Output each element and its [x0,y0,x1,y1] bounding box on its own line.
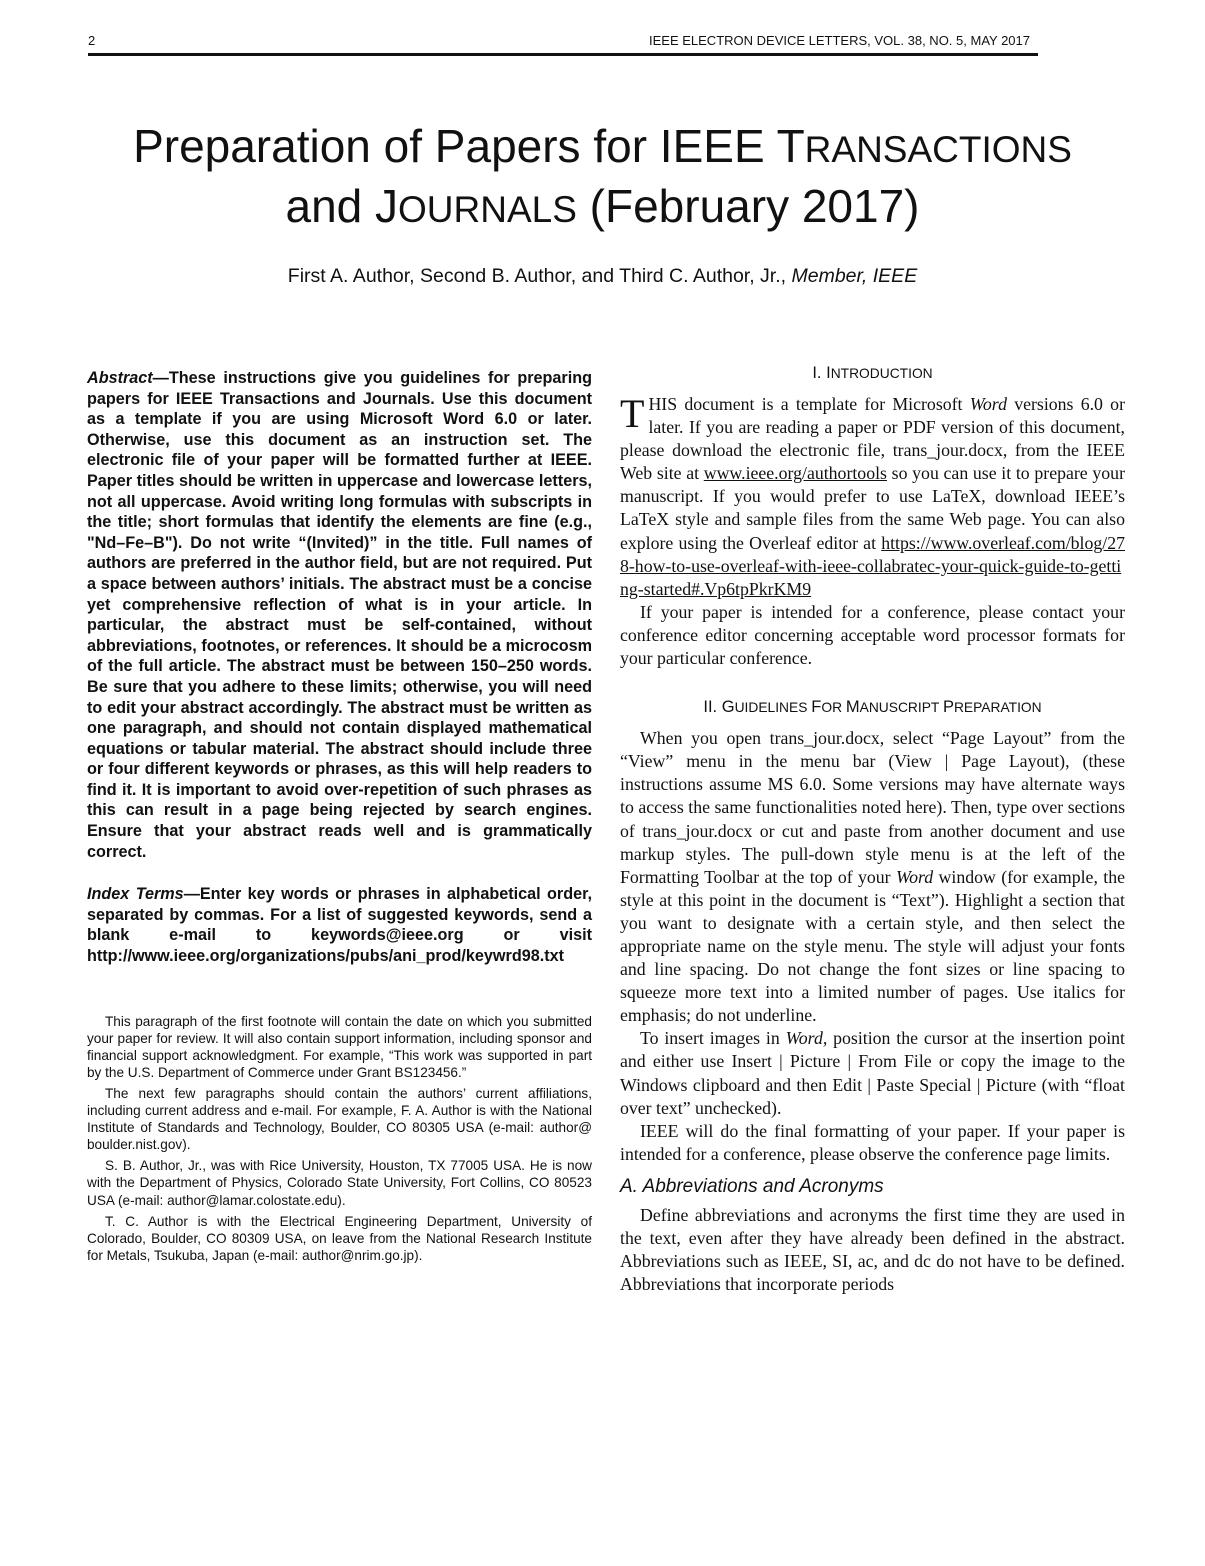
heading-part: NTRODUCTION [830,366,933,381]
text-run: window (for example, the style at this point in the document is “Text”). Highlight a section that you want to designate with a certain style, and then select the appropriate name on the style menu. The style will adjust your fonts and line spacing. Do not change the font sizes or line spacing to squeeze more text into a limited number of pages. Use italics for emphasis; do not underline. [620,866,1125,1026]
author-line [60,265,1145,288]
text-run: Word, [785,1028,828,1049]
footnotes [87,1013,592,1264]
text-run: position the cursor at the insertion point and either use Insert | Picture | From File or copy the image to the Windows clipboard and then Edit | Paste Special | Picture (with “float over text” unchecked). [620,1028,1125,1118]
title-part: Preparation of Papers for IEEE T [133,120,805,172]
heading-part: I. [812,364,827,382]
text-run: To insert images in [640,1028,786,1049]
heading-part: II. [703,698,722,717]
guidelines-paragraph [620,1027,1125,1119]
paper-title [60,118,1145,238]
page-number: 2 [88,33,96,48]
intro-paragraph: If your paper is intended for a conference, please contact your conference editor concerning acceptable word processor formats for your particular conference. [620,601,1125,669]
title-part: (February 2017) [576,180,920,232]
text-run: so you can use it to prepare your manuscript. If you would prefer to use LaTeX, download IEEE’s LaTeX style and sample files from the same Web page. You can also explore using the Overleaf editor at [620,463,1125,553]
authortools-link[interactable]: www.ieee.org/authortools [703,463,887,484]
index-terms [87,884,592,966]
heading-part: UIDELINES [734,700,812,716]
heading-part: F [811,698,822,717]
abstract-text: —These instructions give you guidelines for preparing papers for IEEE Transactions and Journals. Use this document as a template if you are using Microsoft Word 6.0 or later. Otherwise, use this document as an instruction set. The electronic file of your paper will be formatted further at IEEE. Paper titles should be written in uppercase and lowercase letters, not all uppercase. Avoid writing long formulas with subscripts in the title; short formulas that identify the elements are fine (e.g., "Nd–Fe–B"). Do not write “(Invited)” in the title. Full names of authors are preferred in the author field, but are not required. Put a space between authors’ initials. The abstract must be a concise yet comprehensive reflection of what is in your article. In particular, the abstract must be self-contained, without abbreviations, footnotes, or references. It should be a microcosm of the full article. The abstract must be between 150–250 words. Be sure that you adhere to these limits; otherwise, you will need to edit your abstract accordingly. The abstract must be written as one paragraph, and should not contain displayed mathematical equations or tabular material. The abstract should include three or four different keywords or phrases, as this will help readers to find it. It is important to avoid over-repetition of such phrases as this can result in a page being rejected by search engines. Ensure that your abstract reads well and is grammatically correct. [87,369,592,861]
drop-cap: T [620,391,645,436]
right-column [620,364,1125,1296]
abstract-label: Abstract [87,369,153,387]
left-column [87,368,592,1268]
guidelines-paragraph [620,727,1125,1027]
header-rule [88,53,1038,56]
abstract [87,368,592,862]
heading-part: P [942,698,954,717]
text-run: Word [969,394,1007,414]
running-head [88,33,1038,53]
index-terms-text: —Enter key words or phrases in alphabetical order, separated by commas. For a list of suggested keywords, send a blank e-mail to keywords@ieee.org or visit http://www.ieee.org/organizations/pubs/ani_prod/keywrd98.txt [87,885,592,966]
title-part: and J [285,180,399,232]
subsection-heading-abbreviations: A. Abbreviations and Acronyms [620,1175,884,1197]
index-terms-label: Index Terms [87,885,184,904]
footnote: The next few paragraphs should contain the authors’ current affiliations, including current address and e-mail. For example, F. A. Author is with the National Institute of Standards and Technology, Boulder, CO 80305 USA (e-mail: author@ boulder.nist.gov). [87,1086,592,1153]
text-run: HIS document is a template for Microsoft [648,394,970,414]
heading-part: REPARATION [953,700,1042,716]
heading-part: G [721,698,735,717]
overleaf-link[interactable]: https://www.overleaf.com/blog/278-how-to-use-overleaf-with-ieee-collabratec-your-quick-guide-to-getting-started#.Vp6tpPkrKM9 [620,532,1125,599]
guidelines-paragraph: IEEE will do the final formatting of your paper. If your paper is intended for a conference, please observe the conference page limits. [620,1120,1125,1164]
author-membership: Member, IEEE [791,265,918,287]
section-heading-guidelines [620,698,1125,717]
footnote: T. C. Author is with the Electrical Engineering Department, University of Colorado, Boulder, CO 80309 USA, on leave from the National Research Institute for Metals, Tsukuba, Japan (e-mail: author@nrim.go.jp). [87,1213,592,1263]
text-run: Word [895,866,934,887]
text-run: versions 6.0 or later. If you are reading a paper or PDF version of this document, please download the electronic file, trans_jour.docx, from the IEEE Web site at [620,394,1125,484]
text-run: When you open trans_jour.docx, select “Page Layout” from the “View” menu in the menu bar (View | Page Layout), (these instructions assume MS 6.0. Some versions may have alternate ways to access the same functionalities noted here). Then, type over sections of trans_jour.docx or cut and paste from another document and use markup styles. The pull-down style menu is at the left of the Formatting Toolbar at the top of your [620,728,1125,887]
abbreviations-paragraph: Define abbreviations and acronyms the first time they are used in the text, even after they have already been defined in the abstract. Abbreviations such as IEEE, SI, ac, and dc do not have to be defined. Abbreviations that incorporate periods [620,1204,1125,1295]
author-names: First A. Author, Second B. Author, and Third C. Author, Jr., [287,265,787,287]
heading-part: I [826,364,831,382]
title-part: OURNALS [398,189,577,230]
title-part: RANSACTIONS [804,129,1072,170]
section-heading-introduction [620,364,1125,383]
intro-paragraph [620,393,1125,601]
heading-part: ANUSCRIPT [859,700,943,716]
journal-reference: IEEE ELECTRON DEVICE LETTERS, VOL. 38, NO. 5, MAY 2017 [649,33,1030,48]
heading-part: OR [821,700,846,716]
heading-part: M [845,698,860,717]
footnote: S. B. Author, Jr., was with Rice University, Houston, TX 77005 USA. He is now with the Department of Physics, Colorado State University, Fort Collins, CO 80523 USA (e-mail: author@lamar.colostate.edu). [87,1158,592,1208]
footnote: This paragraph of the first footnote will contain the date on which you submitted your paper for review. It will also contain support information, including sponsor and financial support acknowledgment. For example, “This work was supported in part by the U.S. Department of Commerce under Grant BS123456.” [87,1013,592,1080]
